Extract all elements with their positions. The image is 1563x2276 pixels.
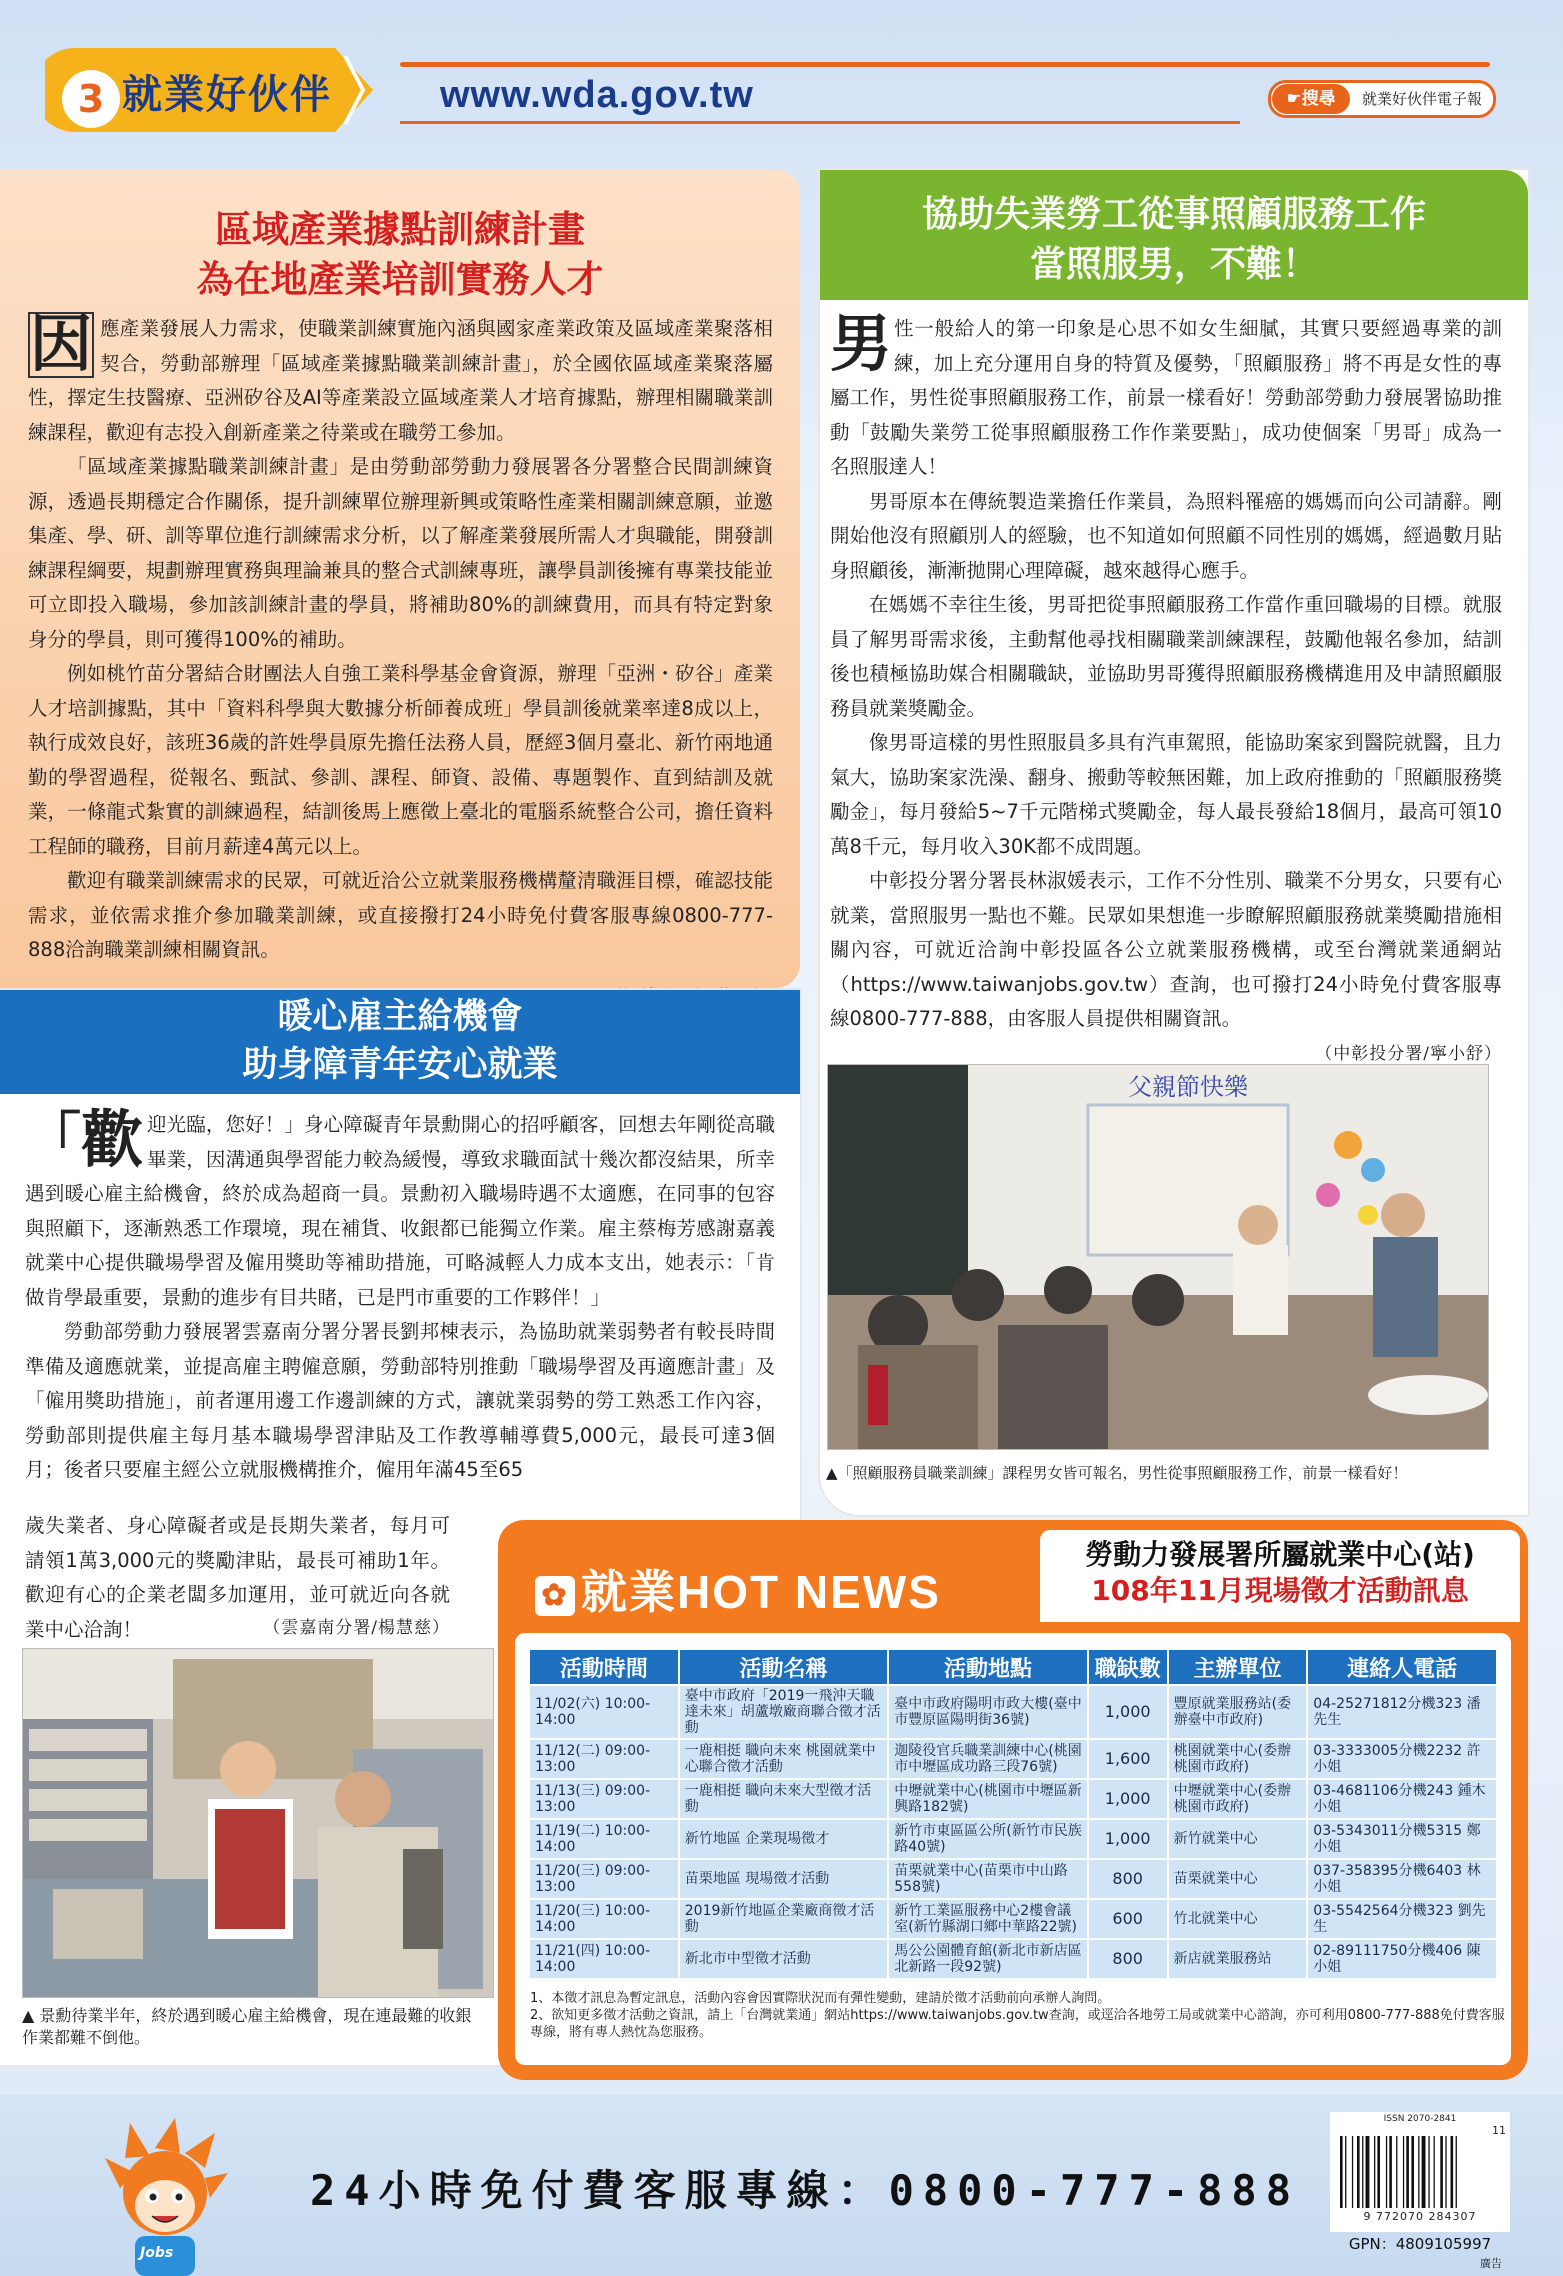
table-cell: 竹北就業中心 [1168,1899,1308,1939]
barcode-bar [1362,2136,1363,2208]
barcode-bar [1352,2136,1353,2208]
table-cell: 苗栗就業中心 [1168,1859,1308,1899]
store-photo [22,1648,494,1998]
table-cell: 迦陵役官兵職業訓練中心(桃園市中壢區成功路三段76號) [888,1739,1087,1779]
table-cell: 新竹就業中心 [1168,1819,1308,1859]
table-cell: 11/13(三) 09:00-13:00 [529,1779,679,1819]
article-b-paragraph: 迎光臨，您好！」身心障礙青年景勳開心的招呼顧客，回想去年剛從高職畢業，因溝通與學習能力較為緩慢，導致求職面試十幾次都沒結果，所幸遇到暖心雇主給機會，終於成為超商一員。景勳初入職場時遇不太適應，在同事的包容與照顧下，逐漸熟悉工作環境，現在補貨、收銀都已能獨立作業。雇主蔡梅芳感謝嘉義就業中心提供職場學習及僱用獎助等補助措施，可略減輕人力成本支出，她表示：「肯做肯學最重要，景勳的進步有目共睹，已是門市重要的工作夥伴！」 [25,1113,775,1309]
table-cell: 11/19(二) 10:00-14:00 [529,1819,679,1859]
table-cell: 新竹工業區服務中心2樓會議室(新竹縣湖口鄉中華路22號) [888,1899,1087,1939]
note: 2、欲知更多徵才活動之資訊，請上「台灣就業通」網站https://www.taiwanjobs.gov.tw查詢，或逕洽各地勞工局或就業中心諮詢，亦可利用0800-777-888免付費客服專線，將有專人熱忱為您服務。 [530,2008,1505,2040]
barcode-bar [1411,2136,1414,2208]
barcode-bar [1345,2136,1346,2208]
table-cell: 馬公公園體育館(新北市新店區北新路一段92號) [888,1939,1087,1979]
article-a-paragraph: 歡迎有職業訓練需求的民眾，可就近洽公立就業服務機構釐清職涯目標，確認技能需求，並依需求推介參加職業訓練，或直接撥打24小時免付費客服專線0800-777-888洽詢職業訓練相關資訊。 [28,869,773,961]
table-cell: 臺中市政府「2019一飛沖天職達未來」胡蘆墩廠商聯合徵才活動 [679,1685,889,1739]
header-underline [400,121,1240,124]
table-cell: 新店就業服務站 [1168,1939,1308,1979]
table-row [529,1859,1497,1899]
table-cell: 新竹市東區區公所(新竹市民族路40號) [888,1819,1087,1859]
barcode-bar [1422,2136,1426,2208]
table-cell: 豐原就業服務站(委辦臺中市政府) [1168,1685,1308,1739]
table-cell: 苗栗地區 現場徵才活動 [679,1859,889,1899]
table-cell: 1,000 [1088,1819,1168,1859]
article-a-title [0,205,800,305]
article-b-byline: （雲嘉南分署/楊慧慈） [263,1618,450,1638]
article-a-paragraph: 例如桃竹苗分署結合財團法人自強工業科學基金會資源，辦理「亞洲・矽谷」產業人才培訓據點，其中「資料科學與大數據分析師養成班」學員訓後就業率達8成以上，執行成效良好，該班36歲的許姓學員原先擔任法務人員，歷經3個月臺北、新竹兩地通勤的學習過程，從報名、甄試、參訓、課程、師資、設備、專題製作、直到結訓及就業，一條龍式紮實的訓練過程，結訓後馬上應徵上臺北的電腦系統整合公司，擔任資料工程師的職務，目前月薪達4萬元以上。 [28,662,773,858]
article-c-title [820,190,1528,290]
table-cell: 桃園就業中心(委辦桃園市政府) [1168,1739,1308,1779]
dropcap: 歡 [81,1103,144,1176]
article-b-paragraph: 歲失業者、身心障礙者或是長期失業者，每月可請領1萬3,000元的獎勵津貼，最長可補助1年。歡迎有心的企業老闆多加運用，並可就近向各就業中心洽詢！ [25,1514,450,1641]
table-cell: 新竹地區 企業現場徵才 [679,1819,889,1859]
table-row [529,1685,1497,1739]
barcode-bar [1440,2136,1443,2208]
article-a-title-line1: 區域產業據點訓練計畫 [215,208,585,251]
note: 1、本徵才訊息為暫定訊息，活動內容會因實際狀況而有彈性變動，建請於徵才活動前向承辦人詢問。 [530,1991,1111,2006]
barcode-bar [1340,2136,1343,2208]
search-button[interactable] [1272,84,1350,114]
dropcap: 男 [830,307,893,380]
barcode-bar [1445,2136,1446,2208]
issue-number: 11 [1492,2124,1506,2137]
article-a-title-line2: 為在地產業培訓實務人才 [196,258,604,301]
barcode-bar [1386,2136,1387,2208]
article-c-paragraph: 中彰投分署分署長林淑媛表示，工作不分性別、職業不分男女，只要有心就業，當照服男一點也不難。民眾如果想進一步瞭解照顧服務就業獎勵措施相關內容，可就近洽詢中彰投區各公立就業服務機構，或至台灣就業通網站（https://www.taiwanjobs.gov.tw）查詢，也可撥打24小時免付費客服專線0800-777-888，由客服人員提供相關資訊。 [830,869,1502,1030]
table-cell: 一鹿相挺 職向未來 桃園就業中心聯合徵才活動 [679,1739,889,1779]
table-cell: 03-5343011分機5315 鄭小姐 [1307,1819,1497,1859]
table-cell: 11/20(三) 09:00-13:00 [529,1859,679,1899]
table-cell: 苗栗就業中心(苗栗市中山路558號) [888,1859,1087,1899]
table-cell: 11/21(四) 10:00-14:00 [529,1939,679,1979]
column-header: 主辦單位 [1168,1649,1308,1685]
job-fair-table [528,1648,1498,1980]
hot-news-heading [1050,1537,1510,1609]
hot-news-notes [530,1990,1505,2041]
table-cell: 11/20(三) 10:00-14:00 [529,1899,679,1939]
article-c-paragraph: 男哥原本在傳統製造業擔任作業員，為照料罹癌的媽媽而向公司請辭。剛開始他沒有照顧別人的經驗，也不知道如何照顧不同性別的媽媽，經過數月貼身照顧後，漸漸拋開心理障礙，越來越得心應手。 [830,489,1502,582]
article-c-title-line1: 協助失業勞工從事照顧服務工作 [921,194,1426,235]
table-cell: 04-25271812分機323 潘先生 [1307,1685,1497,1739]
hot-news-heading1: 勞動力發展署所屬就業中心(站) [1085,1538,1475,1571]
section-number: 3 [62,70,120,128]
dropcap: 因 [30,307,93,380]
article-c-paragraph: 在媽媽不幸往生後，男哥把從事照顧服務工作當作重回職場的目標。就服員了解男哥需求後，主動幫他尋找相關職業訓練課程，鼓勵他報名參加，結訓後也積極協助媒合相關職缺，並協助男哥獲得照顧服務機構進用及申請照顧服務員就業獎勵金。 [830,593,1502,720]
barcode-bar [1434,2136,1435,2208]
table-cell: 11/12(二) 09:00-13:00 [529,1739,679,1779]
table-cell: 1,000 [1088,1685,1168,1739]
table-cell: 03-3333005分機2232 許小姐 [1307,1739,1497,1779]
barcode-icon [1338,2136,1502,2208]
table-cell: 臺中市政府陽明市政大樓(臺中市豐原區陽明街36號) [888,1685,1087,1739]
article-c-paragraph: 像男哥這樣的男性照服員多具有汽車駕照，能協助案家到醫院就醫，且力氣大，協助案家洗澡、翻身、搬動等較無困難，加上政府推動的「照顧服務獎勵金」，每月發給5~7千元階梯式獎勵金，每人最長發給18個月，最高可領10萬8千元，每月收入30K都不成問題。 [830,731,1502,858]
care-photo-caption: ▲「照顧服務員職業訓練」課程男女皆可報名，男性從事照顧服務工作，前景一樣看好！ [826,1464,1408,1482]
barcode-bar [1451,2136,1454,2208]
table-cell: 中壢就業中心(桃園市中壢區新興路182號) [888,1779,1087,1819]
article-b-title-line1: 暖心雇主給機會 [277,997,523,1037]
table-cell: 03-4681106分機243 鍾木小姐 [1307,1779,1497,1819]
hotline-text: 24小時免付費客服專線：0800-777-888 [310,2166,1301,2215]
table-cell: 02-89111750分機406 陳小姐 [1307,1939,1497,1979]
search-term: 就業好伙伴電子報 [1361,90,1482,108]
table-cell: 037-358395分機6403 林小姐 [1307,1859,1497,1899]
table-row [529,1819,1497,1859]
article-b-body [25,1103,775,1488]
barcode-bar [1396,2136,1397,2208]
table-cell: 一鹿相挺 職向未來大型徵才活動 [679,1779,889,1819]
barcode [1330,2112,1510,2232]
barcode-number: 9 772070 284307 [1363,2210,1477,2223]
barcode-bar [1456,2136,1457,2208]
hot-news-logo: ✿ 就業HOT NEWS [535,1556,941,1622]
store-photo-caption: ▲ 景勳待業半年，終於遇到暖心雇主給機會，現在連最難的收銀作業都難不倒他。 [22,2006,472,2047]
article-b-title [0,993,800,1089]
barcode-bar [1374,2136,1375,2208]
ad-label: 廣告 [1480,2257,1502,2270]
column-header: 職缺數 [1088,1649,1168,1685]
barcode-bar [1418,2136,1419,2208]
barcode-bar [1357,2136,1360,2208]
table-cell: 中壢就業中心(委辦桃園市政府) [1168,1779,1308,1819]
care-class-photo [827,1064,1489,1450]
table-cell: 03-5542564分機323 劉先生 [1307,1899,1497,1939]
issn-text: ISSN 2070-2841 [1383,2114,1457,2124]
column-header: 活動地點 [888,1649,1087,1685]
barcode-bar [1428,2136,1429,2208]
article-b-title-line2: 助身障青年安心就業 [242,1045,558,1085]
article-a-paragraph: 應產業發展人力需求，使職業訓練實施內涵與國家產業政策及區域產業聚落相契合，勞動部辦理「區域產業據點職業訓練計畫」，於全國依區域產業聚落屬性，擇定生技醫療、亞洲矽谷及AI等產業設立區域產業人才培育據點，辦理相關職業訓練課程，歡迎有志投入創新產業之待業或在職勞工參加。 [28,317,773,444]
barcode-bar [1403,2136,1404,2208]
ribbon-icon: ✿ [535,1576,575,1616]
table-row [529,1739,1497,1779]
article-c-paragraph: 性一般給人的第一印象是心思不如女生細膩，其實只要經過專業的訓練，加上充分運用自身的特質及優勢，「照顧服務」將不再是女性的專屬工作，男性從事照顧服務工作，前景一樣看好！勞動部勞動力發展署協助推動「鼓勵失業勞工從事照顧服務工作作業要點」，成功使個案「男哥」成為一名照服達人！ [830,317,1502,478]
table-cell: 1,600 [1088,1739,1168,1779]
article-c-byline: （中彰投分署/寧小舒） [1315,1043,1502,1064]
hot-news-heading2: 108年11月現場徵才活動訊息 [1091,1574,1469,1607]
article-c-body [830,307,1502,1071]
website-url[interactable]: www.wda.gov.tw [440,74,754,116]
hand-pointer-icon: ☛ [1286,89,1302,109]
article-c-title-line2: 當照服男，不難！ [1029,244,1318,285]
column-header: 活動時間 [529,1649,679,1685]
article-b-paragraph: 勞動部勞動力發展署雲嘉南分署分署長劉邦棟表示，為協助就業弱勢者有較長時間準備及適應就業，並提高雇主聘僱意願，勞動部特別推動「職場學習及再適應計畫」及「僱用獎助措施」，前者運用邊工作邊訓練的方式，讓就業弱勢的勞工熟悉工作內容，勞動部則提供雇主每月基本職場學習津貼及工作教導輔導費5,000元，最長可達3個月；後者只要雇主經公立就服機構推介，僱用年滿45至65 [25,1320,775,1481]
barcode-bar [1366,2136,1370,2208]
table-row [529,1779,1497,1819]
search-label: 搜尋 [1301,89,1336,109]
quote-open: 「 [25,1107,81,1172]
table-cell: 800 [1088,1859,1168,1899]
mascot-label: Jobs [140,2245,174,2261]
barcode-bar [1406,2136,1409,2208]
table-header-row [529,1649,1497,1685]
table-row [529,1939,1497,1979]
job-fair-table-wrap [528,1648,1498,1980]
table-cell: 11/02(六) 10:00-14:00 [529,1685,679,1739]
barcode-bar [1377,2136,1380,2208]
section-title: 就業好伙伴 [122,72,332,118]
barcode-bar [1389,2136,1392,2208]
column-header: 活動名稱 [679,1649,889,1685]
article-a-body [28,307,773,1014]
photo-sign-text: 父親節快樂 [1128,1073,1248,1101]
table-cell: 600 [1088,1899,1168,1939]
table-cell: 800 [1088,1939,1168,1979]
article-a-paragraph: 「區域產業據點職業訓練計畫」是由勞動部勞動力發展署各分署整合民間訓練資源，透過長期穩定合作關係，提升訓練單位辦理新興或策略性產業相關訓練意願，並邀集產、學、研、訓等單位進行訓練需求分析，以了解產業發展所需人才與職能，開發訓練課程綱要，規劃辦理實務與理論兼具的整合式訓練專班，讓學員訓後擁有專業技能並可立即投入職場，參加該訓練計畫的學員，將補助80%的訓練費用，而具有特定對象身分的學員，則可獲得100%的補助。 [28,455,773,651]
table-cell: 1,000 [1088,1779,1168,1819]
table-cell: 2019新竹地區企業廠商徵才活動 [679,1899,889,1939]
table-cell: 新北市中型徵才活動 [679,1939,889,1979]
column-header: 連絡人電話 [1307,1649,1497,1685]
table-row [529,1899,1497,1939]
gpn-text: GPN：4809105997 [1348,2235,1492,2253]
header-divider [400,62,1490,67]
